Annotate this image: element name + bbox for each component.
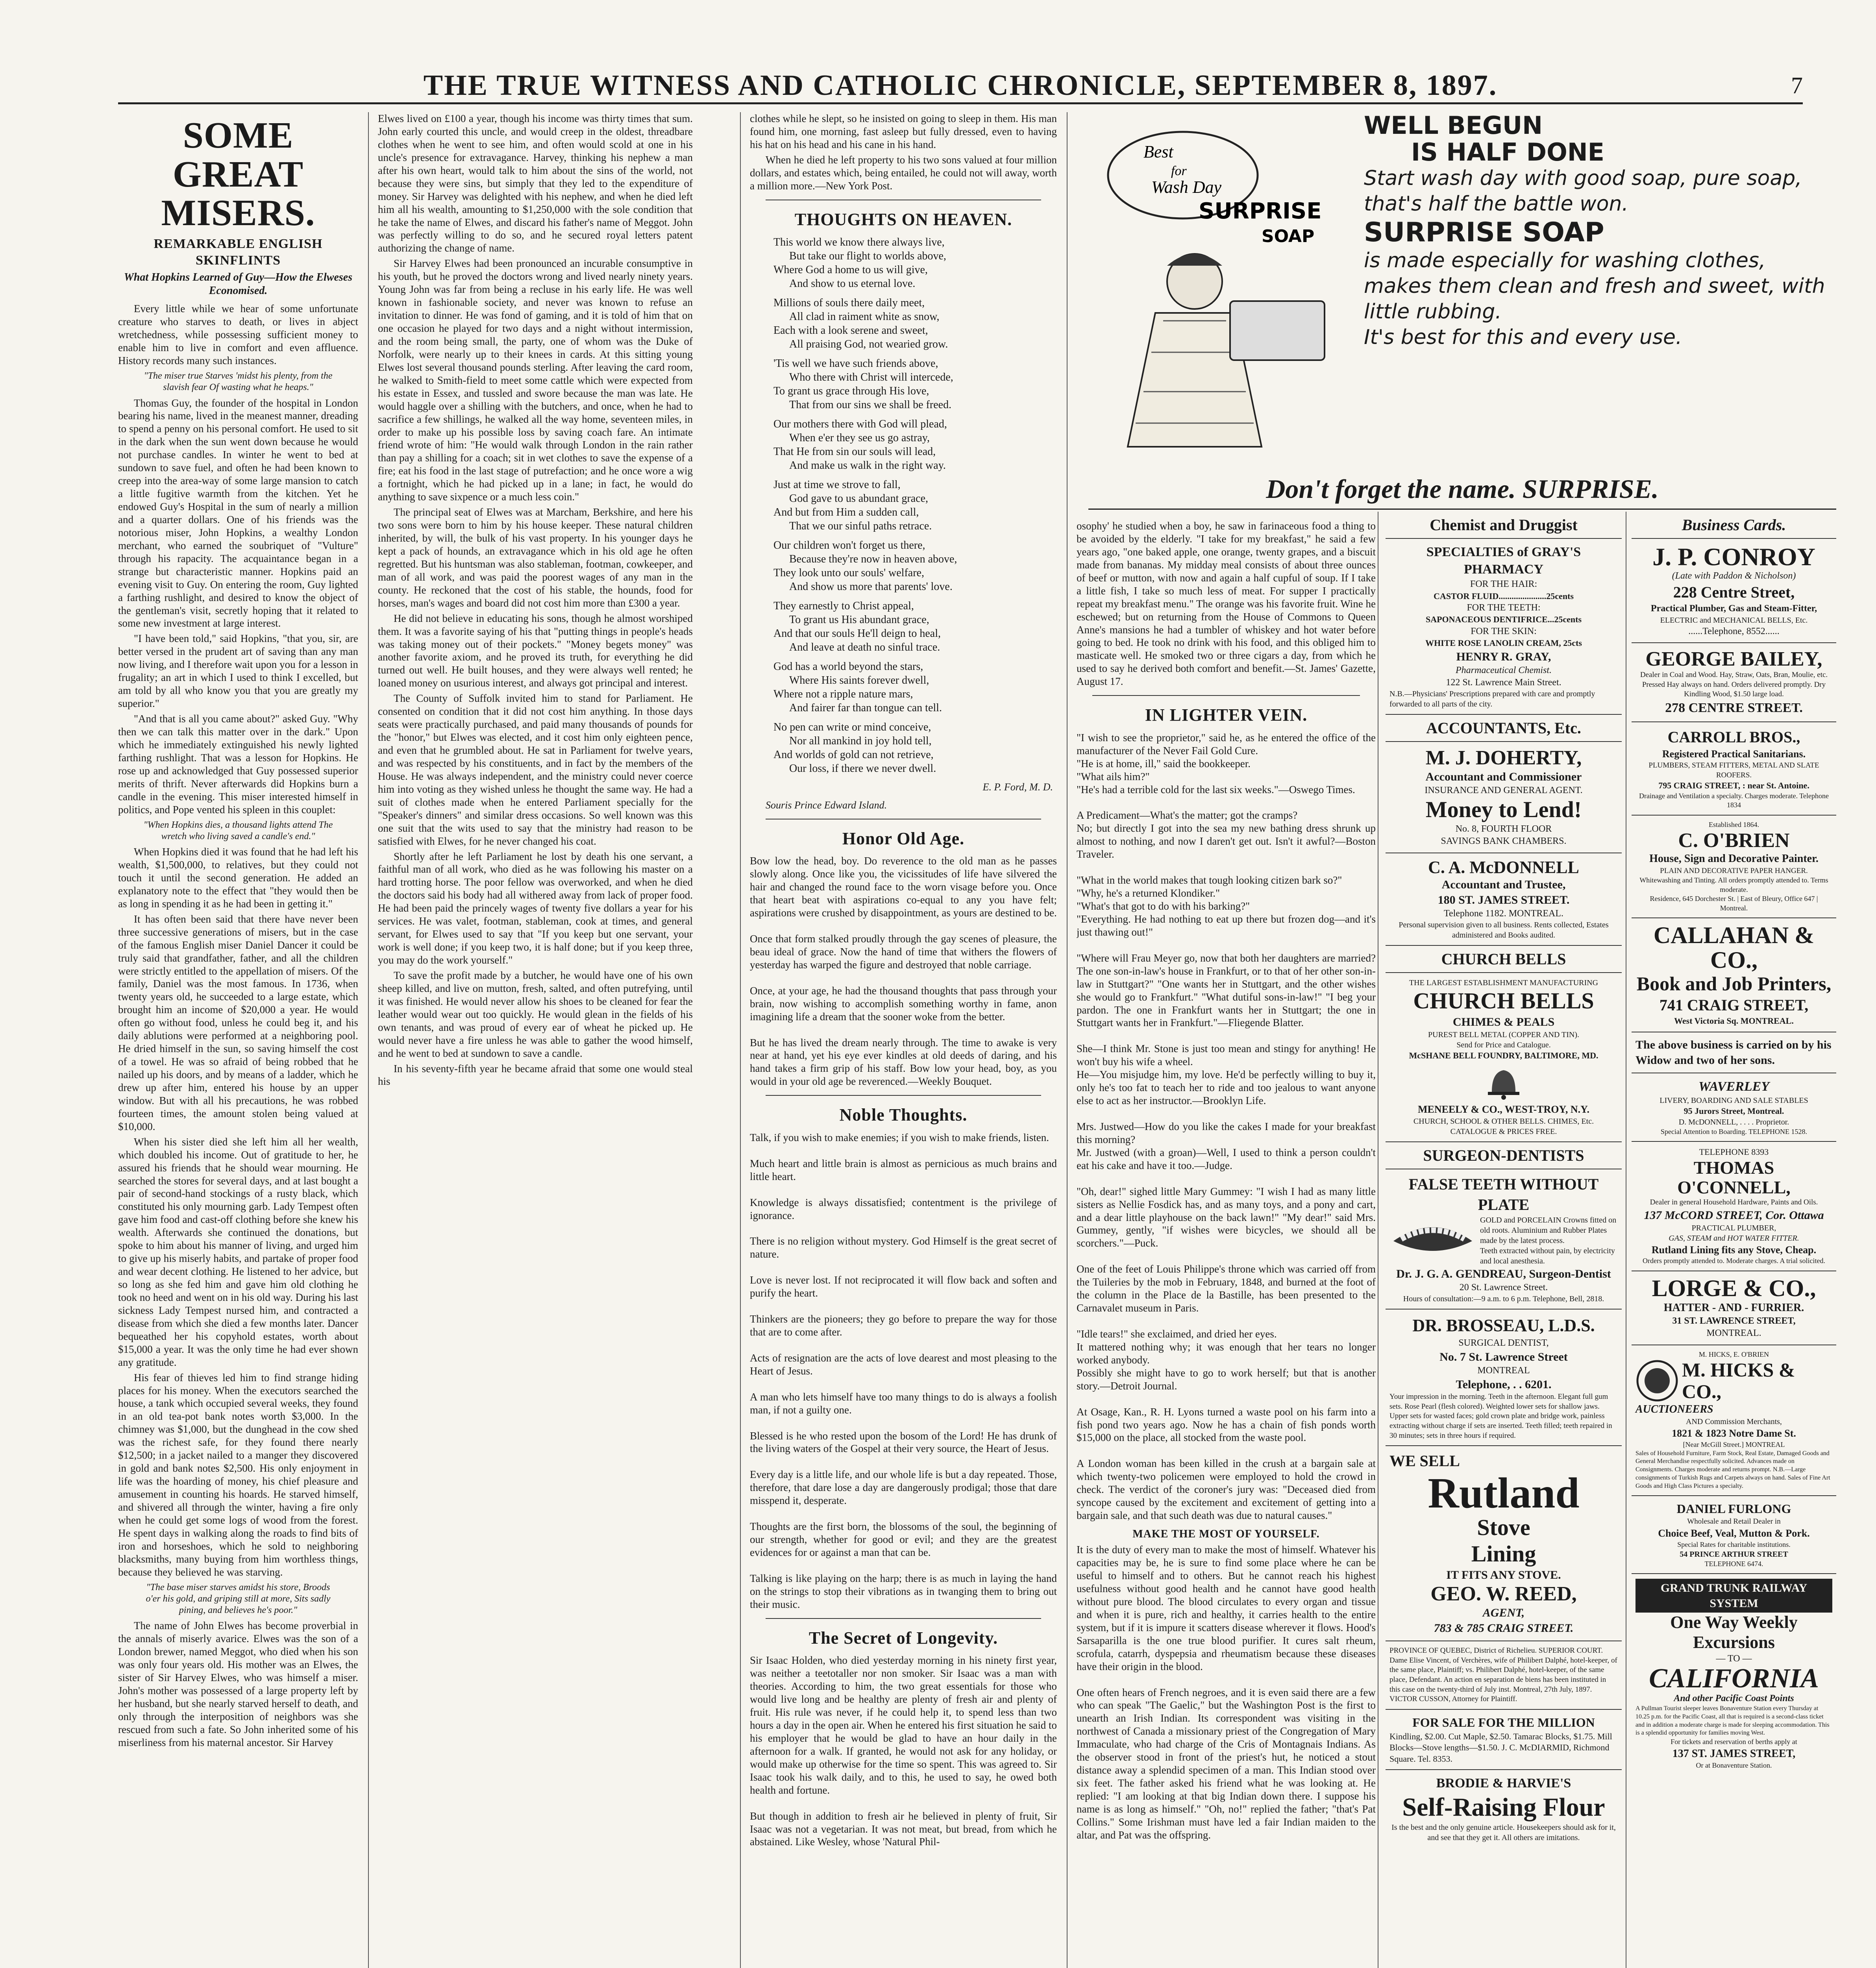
article-subhead: REMARKABLE ENGLISH SKINFLINTS bbox=[154, 237, 323, 268]
poem-body bbox=[773, 235, 1049, 775]
column-4 bbox=[1077, 520, 1376, 1968]
poem-line: Just at time we strove to fall, bbox=[773, 479, 901, 491]
ad-line: SAPONACEOUS DENTIFRICE...25cents bbox=[1425, 614, 1582, 625]
ad-name: CARROLL BROS., bbox=[1667, 728, 1800, 746]
ad-line: PROVINCE OF QUEBEC, District of Richelieu. SUPERIOR COURT. Dame Elise Vincent, of Verchères, wife of Philibert Dalphé, hotel-keeper, of the same place, Plaintiff; vs. Philibert Dalphé, hotel-keeper, of the same place, Defendant. An action en separation de biens has been instituted in this case on the twenty-third of July inst. Montreal, 27th July, 1897. VICTOR CUSSON, Attorney for Plaintiff. bbox=[1389, 1646, 1617, 1704]
section-title: MAKE THE MOST OF YOURSELF. bbox=[1132, 1528, 1320, 1541]
svg-text:SURPRISE: SURPRISE bbox=[1199, 198, 1322, 224]
poem-line: Millions of souls there daily meet, bbox=[773, 297, 925, 309]
column-rule bbox=[368, 112, 369, 1968]
poem-line: Who there with Christ will intercede, bbox=[789, 371, 953, 384]
badge-best: Best bbox=[1143, 142, 1173, 161]
ad-line: D. McDONNELL, . . . . Proprietor. bbox=[1678, 1117, 1789, 1126]
ad-title: FOR SALE FOR THE MILLION bbox=[1412, 1715, 1595, 1730]
ad-line: CHURCH, SCHOOL & OTHER BELLS. CHIMES, Etc. CATALOGUE & PRICES FREE. bbox=[1413, 1117, 1594, 1136]
article-paragraph: His fear of thieves led him to find strange hiding places for his money. When the executors searched the house, a tank which occupied several weeks, they found in an old tea-pot bank notes worth $3,000. In the chimney was $1,000, but the dunghead in the cow shed was the richest safe, for they found there nearly $12,500; in a jacket nailed to a manger they discovered in gold and bank notes $2,500. His only enjoyment in life was the hoarding of money, his chief pleasure and amusement in counting his hoards. He starved himself, and shivered all through the winter, having a fire only when he could get some logs of wood from the forest. He spent days in walking along the roads to find bits of iron and horseshoes, which he sold to neighboring blacksmiths, many buying from him worthless things, because they believed he was starving. bbox=[118, 1371, 358, 1578]
poem-place: Souris Prince Edward Island. bbox=[766, 799, 887, 811]
ad-line: Start wash day with good soap, pure soap, that's half the battle won. bbox=[1364, 166, 1802, 216]
article-subhead-2: What Hopkins Learned of Guy—How the Elweses Economised. bbox=[124, 271, 353, 297]
poem-stanza bbox=[773, 660, 1049, 715]
rutland-stove-lining-ad bbox=[1386, 1446, 1622, 1641]
ad-headline: WELL BEGUN bbox=[1364, 111, 1543, 140]
ad-name: M. J. DOHERTY, bbox=[1425, 747, 1582, 769]
ad-column-a bbox=[1386, 512, 1622, 1848]
ad-title: SPECIALTIES of GRAY'S PHARMACY bbox=[1426, 545, 1581, 577]
ad-name: GEORGE BAILEY, bbox=[1645, 647, 1822, 670]
brosseau-ad bbox=[1386, 1310, 1622, 1446]
ad-line: 1821 & 1823 Notre Dame St. bbox=[1672, 1428, 1796, 1439]
poem-line: All clad in raiment white as snow, bbox=[789, 311, 940, 323]
ad-line: For tickets and reservation of berths apply at bbox=[1671, 1738, 1797, 1746]
ad-section-head: Chemist and Druggist bbox=[1386, 512, 1622, 539]
poem-line: Our mothers there with God will plead, bbox=[773, 418, 947, 431]
divider bbox=[766, 1095, 1041, 1096]
ad-name: LORGE & CO., bbox=[1652, 1275, 1816, 1301]
ad-line: West Victoria Sq. MONTREAL. bbox=[1674, 1016, 1794, 1026]
ad-line: Dealer in general Household Hardware, Paints and Oils. bbox=[1650, 1198, 1818, 1206]
section-body: Sir Isaac Holden, who died yesterday morning in his ninety first year, was neither a teetotaller nor non smoker. Sir Isaac was a man with theories. According to him, the two great essentials for those who would live long and be healthy are plenty of fresh air and plenty of fruit. His rule was never, if he could help it, to spend less than two hours a day in the open air. When he entered his first situation he said to his employer that he would be glad to have an hour daily in the afternoon for a walk. If granted, he would not ask for any holiday, or would make up otherwise for the time so spent. This was agreed to. Sir Isaac took his walk daily, and to this, he used to say, he owed both health and fortune. But though in addition to fresh air he believed in plenty of fruit, Sir Isaac was not a vegetarian. It was not meat, but bread, from which he abstained. Like Wesley, whose 'Natural Phil- bbox=[750, 1654, 1057, 1848]
ad-line: 741 CRAIG STREET, bbox=[1659, 996, 1809, 1014]
ad-section-head: CHURCH BELLS bbox=[1386, 946, 1622, 973]
article-paragraph: The name of John Elwes has become proverbial in the annals of miserly avarice. Elwes was the son of a London brewer, named Meggot, who died when his son was only four years old. His mother was an Elwes, the sister of Sir Harvey Elwes, who was himself a miser. John's mother was possessed of a large property left by her husband, but she nearly starved herself to death, and only through the interposition of neighbors was she rescued from such a fate. So John inherited some of his miserliness from his maternal ancestor. Sir Harvey bbox=[118, 1620, 358, 1748]
article-paragraph: Elwes lived on £100 a year, though his income was thirty times that sum. John early courted this uncle, and would creep in the oldest, threadbare clothes when he went to see him, and often would scold at one in his uncle's presence for extravagance. Harvey, thinking his nephew a man after his own heart, would talk to him about the sins of the world, not because they were sins, but simply that they led to the expenditure of money. Sir Harvey was delighted with his nephew, and when he died left him all his wealth, amounting to $1,250,000 with the sole condition that he take the name of Elwes, and discard his father's name of Meggot. John was perfectly willing to do so, and he secured royal letters patent authorizing the change of name. bbox=[378, 113, 693, 254]
ad-line: Telephone, . . 6201. bbox=[1456, 1378, 1552, 1391]
ad-line: CASTOR FLUID......................25cents bbox=[1434, 591, 1574, 601]
ad-line: M. HICKS, E. O'BRIEN bbox=[1698, 1350, 1769, 1358]
ad-line: CHURCH BELLS bbox=[1413, 988, 1594, 1014]
page-number: 7 bbox=[1791, 72, 1803, 98]
ad-line: 783 & 785 CRAIG STREET. bbox=[1434, 1621, 1574, 1635]
poem-line: Each with a look serene and sweet, bbox=[773, 324, 928, 337]
ad-line: CHIMES & PEALS bbox=[1452, 1015, 1555, 1028]
poem-stanza bbox=[773, 720, 1049, 775]
ad-line: The above business is carried on by his Widow and two of her sons. bbox=[1635, 1038, 1832, 1067]
article-quote: "The miser true Starves 'midst his plenty, from the slavish fear Of wasting what he heaps." bbox=[144, 371, 333, 393]
ad-line: PRACTICAL PLUMBER, bbox=[1691, 1223, 1776, 1232]
ad-line: Teeth extracted without pain, by electricity and local anesthesia. bbox=[1480, 1247, 1615, 1266]
ad-line: CALIFORNIA bbox=[1649, 1663, 1819, 1694]
ad-line: Stove bbox=[1477, 1515, 1530, 1541]
callahan-note bbox=[1632, 1032, 1836, 1073]
poem-line: All praising God, not wearied grow. bbox=[789, 338, 948, 351]
section-title: IN LIGHTER VEIN. bbox=[1145, 705, 1308, 725]
section-body: It is the duty of every man to make the most of himself. Whatever his capacities may be, he is sure to find some place where he can be useful to himself and to others. But he cannot reach his highest usefulness without good health and he cannot have good health without pure blood. The blood circulates to every organ and tissue and when it is pure, rich and healthy, it carries health to the entire system, but if it is impure it scatters disease wherever it flows. Hood's Sarsaparilla is the one true blood purifier. It cures salt rheum, scrofula, catarrh, dyspepsia and rheumatism because these diseases have their origin in the blood. One often hears of French negroes, and it is even said there are a few who can speak "The Gaelic," but the Washington Post is the first to unearth an Irish Indian. Its correspondent was visiting in the northwest of Canada a missionary priest of the Congregation of Mary Immaculate, who had charge of the Cris of Montagnais Indians. As the observer stood in front of the priest's hut, he noticed a stout distance away a splendid specimen of a man. This Indian stood over six feet. The father asked his friend what he was looking at. He replied: "I am looking at that big Indian down there. I suppose his name is as long as himself." "Oh, no!" replied the father; "that's Pat Collins." Some Irishman must have led a fair Indian maiden to the altar, and Pat was the offspring. bbox=[1077, 1544, 1376, 1841]
ad-line: House, Sign and Decorative Painter. bbox=[1649, 853, 1819, 865]
ad-line: is made especially for washing clothes, makes them clean and fresh and sweet, with little rubbing. bbox=[1364, 249, 1825, 324]
poem-stanza bbox=[773, 538, 1049, 594]
poem-line: To grant us grace through His love, bbox=[773, 385, 929, 398]
ad-line: PUREST BELL METAL (COPPER AND TIN). bbox=[1428, 1030, 1579, 1039]
ad-name: C. A. McDONNELL bbox=[1428, 857, 1579, 877]
washerwoman-illustration bbox=[1096, 116, 1340, 455]
ad-banner: GRAND TRUNK RAILWAY SYSTEM bbox=[1635, 1579, 1832, 1613]
ad-line: FOR THE HAIR: bbox=[1470, 579, 1537, 590]
section-body: Bow low the head, boy. Do reverence to the old man as he passes slowly along. Once like you, the vicissitudes of life have silvered the hair and changed the round face to the worn visage before you. Once that heart beat with aspirations co-equal to any you have felt; aspirations were crushed by disappointment, as yours are destined to be. Once that form stalked proudly through the gay scenes of pleasure, the beau ideal of grace. Now the hand of time that withers the flowers of yesterday has warped the figure and destroyed that noble carriage. Once, at your age, he had the thousand thoughts that pass through your brain, now wishing to accomplish something worthy in fame, anon imagining life a dream that the sooner woke from the better. But he has lived the dream nearly through. The time to awake is very near at hand, yet his eye ever kindles at old deeds of daring, and his hand takes a firm grip of his staff. Bow low your head, boy, as you would in your old age be reverenced.—Weekly Bouquet. bbox=[750, 855, 1057, 1088]
ad-line: HATTER - AND - FURRIER. bbox=[1663, 1301, 1804, 1314]
ad-line: FOR THE TEETH: bbox=[1467, 603, 1541, 613]
ad-line: 137 ST. JAMES STREET, bbox=[1672, 1747, 1796, 1760]
ad-line: 31 ST. LAWRENCE STREET, bbox=[1672, 1316, 1796, 1326]
svg-text:SOAP: SOAP bbox=[1262, 226, 1315, 246]
surprise-copy bbox=[1364, 112, 1828, 350]
ad-line: Residence, 645 Dorchester St. | East of Bleury, Office 647 | Montreal. bbox=[1650, 895, 1818, 912]
callahan-card bbox=[1632, 918, 1836, 1032]
ad-line: 278 CENTRE STREET. bbox=[1665, 701, 1803, 715]
ad-line: Registered Practical Sanitarians. bbox=[1662, 748, 1806, 760]
ad-line: Established 1864. bbox=[1709, 820, 1759, 829]
section-title: The Secret of Longevity. bbox=[808, 1628, 998, 1648]
poem-line: And show to us eternal love. bbox=[789, 277, 916, 290]
ad-line: Whitewashing and Tinting. All orders promptly attended to. Terms moderate. bbox=[1639, 876, 1828, 893]
ad-line: WE SELL bbox=[1389, 1452, 1460, 1470]
poem-line: But take our flight to worlds above, bbox=[789, 250, 946, 263]
article-paragraph: He did not believe in educating his sons, though he almost worshiped them. It was a favorite saying of his that "putting things in people's heads was taking money out of their pockets." "Money begets money" was another favorite axiom, and he proved its truth, for everything he did turned out well. He built houses, and they were always well rented; he loaned money on usurious interest, and always got principal and interest. bbox=[378, 612, 693, 689]
column-rule bbox=[740, 112, 741, 1968]
ad-column-b bbox=[1632, 512, 1836, 1775]
furlong-card bbox=[1632, 1496, 1836, 1574]
ad-line: 795 CRAIG STREET, : near St. Antoine. bbox=[1658, 781, 1809, 791]
bell-icon bbox=[1480, 1064, 1527, 1100]
ad-line: ......Telephone, 8552...... bbox=[1688, 626, 1780, 636]
ad-line: Dealer in Coal and Wood. Hay, Straw, Oats, Bran, Moulie, etc. Pressed Hay always on hand. Orders delivered promptly. Dry Kindling Wood, $1.50 large load. bbox=[1640, 670, 1828, 699]
ad-line: AGENT, bbox=[1482, 1606, 1525, 1619]
section-title: Noble Thoughts. bbox=[839, 1105, 968, 1125]
poem-line: That He from sin our souls will lead, bbox=[773, 446, 936, 458]
ad-line: AUCTIONEERS bbox=[1635, 1403, 1713, 1416]
ad-line: WHITE ROSE LANOLIN CREAM, 25cts bbox=[1425, 638, 1582, 648]
ad-line: GAS, STEAM and HOT WATER FITTER. bbox=[1669, 1234, 1799, 1243]
ad-line: Special Rates for charitable institutions. bbox=[1677, 1540, 1791, 1548]
article-paragraph: Thomas Guy, the founder of the hospital in London bearing his name, lived in the meanest manner, dreading to spend a penny on his personal comfort. He used to sit in the dark when the sun went down because he would not purchase candles. In winter he went to bed at sundown to save fuel, and often he had been known to creep into the area-way of some large mansion to catch a little fugitive warmth from the kitchen. Yet he endowed Guy's Hospital in the sum of nearly a million and a quarter dollars. One of his friends was the notorious miser, John Hopkins, a wealthy London merchant, who earned the soubriquet of "Vulture" through his rapacity. The acquaintance began in a strange but characteristic manner. Hopkins paid an evening visit to Guy. On entering the room, Guy lighted a farthing rushlight, and desired to know the object of the gentleman's visit, secretly hoping that it related to some new investment at large interest. bbox=[118, 397, 358, 629]
ad-line: Dr. J. G. A. GENDREAU, Surgeon-Dentist bbox=[1396, 1267, 1611, 1281]
poem-signature: E. P. Ford, M. D. bbox=[982, 781, 1053, 793]
ad-line: AND Commission Merchants, bbox=[1686, 1417, 1782, 1426]
ad-line: Kindling, $2.00. Cut Maple, $2.50. Tamarac Blocks, $1.75. Mill Blocks—Stove lengths—$1.50. J. C. McDIARMID, Richmond Square. Tel. 8353. bbox=[1389, 1731, 1612, 1764]
false-teeth-ad bbox=[1386, 1169, 1622, 1310]
ad-line: PLUMBERS, STEAM FITTERS, METAL AND SLATE ROOFERS. bbox=[1648, 761, 1819, 779]
ad-name: CALLAHAN & CO., bbox=[1653, 922, 1815, 973]
obrien-card bbox=[1632, 816, 1836, 918]
ad-line: HENRY R. GRAY, bbox=[1456, 650, 1551, 663]
divider bbox=[766, 1618, 1041, 1619]
poem-line: 'Tis well we have such friends above, bbox=[773, 357, 938, 370]
poem-stanza bbox=[773, 357, 1049, 412]
poem-line: Nor all mankind in joy hold tell, bbox=[789, 735, 932, 747]
section-body: Talk, if you wish to make enemies; if you wish to make friends, listen. Much heart and little brain is almost as pernicious as much brains and little heart. Knowledge is always dissatisfied; contentment is the privilege of ignorance. There is no religion without mystery. God Himself is the great secret of nature. Love is never lost. If not reciprocated it will flow back and soften and purify the heart. Thinkers are the pioneers; they go before to prepare the way for those that are to come after. Acts of resignation are the acts of love dearest and most pleasing to the Heart of Jesus. A man who lets himself have too many things to do is always a foolish man, if not a guilty one. Blessed is he who rested upon the bosom of the Lord! He has drunk of the living waters of the Gospel at their very source, the Heart of Jesus. Every day is a little life, and our whole life is but a day repeated. Those, therefore, that dare lose a day are dangerously prodigal; those that dare misspend it, desperate. Thoughts are the first born, the blossoms of the soul, the beginning of our strength, whether for good or evil; and they are the greatest evidences for or against a man that can be. Talking is like playing on the harp; there is as much in laying the hand on the strings to stop their vibrations as in twanging them to bring out their music. bbox=[750, 1131, 1057, 1610]
poem-stanza bbox=[773, 478, 1049, 533]
ad-name: J. P. CONROY bbox=[1652, 543, 1815, 571]
ad-line: GEO. W. REED, bbox=[1430, 1582, 1577, 1605]
section-title: Honor Old Age. bbox=[842, 829, 965, 848]
ad-section-head: Business Cards. bbox=[1632, 512, 1836, 539]
dentures-icon bbox=[1389, 1217, 1476, 1261]
surprise-soap-ad bbox=[1088, 108, 1836, 510]
svg-text:Wash Day: Wash Day bbox=[1151, 178, 1222, 197]
lorge-card bbox=[1632, 1271, 1836, 1345]
article-paragraph: osophy' he studied when a boy, he saw in farinaceous food a thing to be avoided by the elderly. "I take for my breakfast," he said a few years ago, "one baked apple, one orange, twenty grapes, and a biscuit made from bananas. My midday meal consists of about three ounces of beef or mutton, with now and again a half cupful of soup. If I take a little fish, I take so much less of meat. For supper I practically repeat my breakfast menu." The orange was his favorite fruit. Wine he eschewed; but on returning from the House of Commons to Queen Anne's mansions he had a tumbler of whiskey and hot water before going to bed. He took no drink with his food, and this obliged him to masticate well. He smoked two or three cigars a day, from which he used to say he derived both comfort and benefit.—St. James' Gazette, August 17. bbox=[1077, 520, 1376, 688]
ad-line: Book and Job Printers, bbox=[1636, 972, 1832, 995]
ad-line: Self-Raising Flour bbox=[1402, 1792, 1605, 1822]
ad-line: PLAIN AND DECORATIVE PAPER HANGER. bbox=[1660, 866, 1808, 875]
article-paragraph: To save the profit made by a butcher, he would have one of his own sheep killed, and live on mutton, fresh, salted, and often putrefying, until it was finished. He would never allow his shoes to be cleaned for fear the leather would wear out too quickly. He would glean in the fields of his own tenants, and was proud of every ear of wheat he picked up. He would never have a fire unless he was able to gather the wood himself, and he went to bed at sundown to save a candle. bbox=[378, 969, 693, 1059]
poem-line: Because they're now in heaven above, bbox=[789, 553, 957, 566]
carroll-card bbox=[1632, 722, 1836, 816]
ad-line: Drainage and Ventilation a specialty. Charges moderate. Telephone 1834 bbox=[1639, 792, 1829, 809]
ad-name: THOMAS O'CONNELL, bbox=[1677, 1157, 1791, 1198]
article-paragraph: It has often been said that there have never been three successive generations of misers, but in the case of the famous English miser Daniel Dancer it could be truly said that grandfather, father, and all the children were strictly entitled to the appellation of misers. Of the family, Daniel was the most famous. In 1736, when twenty years old, he succeeded to a large estate, which brought him an income of $20,000 a year. He would often go without food, unless he could beg it, and his daily ablutions were performed at a neighboring pool. He dried himself in the sun, so saving himself the cost of a towel. He was so afraid of being robbed that he nailed up his doors, and by means of a ladder, which he drew up after him, entered his house by an upper window. But with all his precautions, he was robbed fourteen times, the amount stolen being valued at $10,000. bbox=[118, 913, 358, 1132]
ad-line: Telephone 1182. MONTREAL. bbox=[1443, 908, 1564, 919]
poem-line: And but from Him a sudden call, bbox=[773, 506, 919, 519]
ad-line: 95 Jurors Street, Montreal. bbox=[1684, 1106, 1784, 1116]
ad-line: And other Pacific Coast Points bbox=[1674, 1693, 1794, 1704]
ad-line: SAVINGS BANK CHAMBERS. bbox=[1441, 836, 1567, 847]
poem-line: God gave to us abundant grace, bbox=[789, 492, 928, 505]
article-paragraph: The County of Suffolk invited him to stand for Parliament. He consented on condition that it did not cost him anything. In those days seats were practically purchased, and paid many thousands of pounds for the "honor," but Elwes was elected, and it cost him only eighteen pence, and even that he grumbled about. He sat in Parliament for twelve years, and was respected by his constituents, and in fact by the members of the House. He was always independent, and the ministry could never coerce him into voting as they wished unless he thought the same way. He had a suit of clothes made when he entered Parliament specially for the "Speaker's dinners" and similar dress occasions. So well known was this one suit that the wits used to say that the ministry had reason to be satisfied with Elwes, for he never changed his coat. bbox=[378, 692, 693, 847]
ad-title: FALSE TEETH WITHOUT PLATE bbox=[1408, 1175, 1599, 1214]
ad-line: Lining bbox=[1471, 1541, 1536, 1567]
poem-line: And leave at death no sinful trace. bbox=[789, 641, 940, 654]
poem-stanza bbox=[773, 296, 1049, 351]
ad-headline-2: IS HALF DONE bbox=[1411, 138, 1605, 167]
ad-line: No. 8, FOURTH FLOOR bbox=[1455, 824, 1552, 834]
ad-line: It's best for this and every use. bbox=[1364, 326, 1682, 350]
ad-line: Sales of Household Furniture, Farm Stock, Real Estate, Damaged Goods and General Merchandise respectfully solicited. Advances made on Consignments. Charges moderate and returns prompt. N.B.—Large consignments of Turkish Rugs and Carpets always on hand. Sales of Fine Art Goods and High Class Pictures a specialty. bbox=[1635, 1450, 1830, 1489]
poem-line: And worlds of gold can not retrieve, bbox=[773, 749, 934, 761]
ad-name: C. O'BRIEN bbox=[1678, 829, 1790, 852]
poem-line: That from our sins we shall be freed. bbox=[789, 399, 952, 411]
ad-line: INSURANCE AND GENERAL AGENT. bbox=[1425, 785, 1583, 796]
legal-notice bbox=[1386, 1641, 1622, 1710]
ad-line: 228 Centre Street, bbox=[1673, 583, 1795, 601]
ad-section-head: ACCOUNTANTS, Etc. bbox=[1386, 715, 1622, 742]
poem-stanza bbox=[773, 235, 1049, 290]
ad-line: One Way Weekly Excursions bbox=[1670, 1613, 1798, 1652]
ad-brand: SURPRISE SOAP bbox=[1364, 217, 1604, 248]
column-2 bbox=[378, 112, 693, 1968]
ad-line: [Near McGill Street.] MONTREAL bbox=[1683, 1441, 1785, 1449]
ad-line: Or at Bonaventure Station. bbox=[1696, 1761, 1772, 1769]
ad-line: Your impression in the morning. Teeth in the afternoon. Elegant full gum sets. Rose Pearl (flesh colored). Weighted lower sets for shallow jaws. Upper sets for wasted faces; gold crown plate and bridge work, painless extracting without charge if sets are inserted. Teeth filled; teeth repaired in 30 minutes; sets in three hours if required. bbox=[1389, 1392, 1612, 1440]
poem-line: And show us more that parents' love. bbox=[789, 581, 953, 593]
ad-line: A Pullman Tourist sleeper leaves Bonaventure Station every Thursday at 10.25 p.m. for the Pacific Coast, all that is required is a second-class ticket and in addition a moderate charge is made for sleeping accommodation. This is a splendid opportunity for families moving West. bbox=[1635, 1705, 1830, 1737]
article-paragraph: Every little while we hear of some unfortunate creature who starves to death, or lives in abject wretchedness, while possessing sufficient money to enable him to live in comfort and even affluence. History records many such instances. bbox=[118, 303, 358, 367]
ad-line: Special Attention to Boarding. TELEPHONE 1528. bbox=[1660, 1127, 1808, 1136]
brodie-flour-ad bbox=[1386, 1770, 1622, 1847]
ad-line: SURGICAL DENTIST, bbox=[1458, 1337, 1549, 1348]
poem-line: That we our sinful paths retrace. bbox=[789, 520, 932, 533]
grand-trunk-ad bbox=[1632, 1574, 1836, 1775]
ad-line: 180 ST. JAMES STREET. bbox=[1438, 893, 1570, 906]
poem-line: To grant us His abundant grace, bbox=[789, 614, 929, 626]
poem-line: And that our souls He'll deign to heal, bbox=[773, 627, 941, 640]
poem-line: And make us walk in the right way. bbox=[789, 459, 946, 472]
ad-line: Rutland Lining fits any Stove, Cheap. bbox=[1651, 1244, 1817, 1256]
ad-line: Is the best and the only genuine article. Housekeepers should ask for it, and see that they get it. All others are imitations. bbox=[1391, 1823, 1616, 1842]
grays-pharmacy-ad bbox=[1386, 539, 1622, 715]
ad-line: THE LARGEST ESTABLISHMENT MANUFACTURING bbox=[1409, 978, 1598, 988]
newspaper-title: THE TRUE WITNESS AND CATHOLIC CHRONICLE, SEPTEMBER 8, 1897. bbox=[423, 69, 1498, 102]
ad-line: MONTREAL. bbox=[1706, 1328, 1761, 1339]
ad-line: 122 St. Lawrence Main Street. bbox=[1446, 677, 1561, 688]
ad-line: (Late with Paddon & Nicholson) bbox=[1672, 571, 1796, 581]
article-paragraph: "I have been told," said Hopkins, "that you, sir, are better versed in the prudent art of saving than any man now living, and I therefore wait upon you for a lesson in frugality; an art in which I used to think I excelled, but am told by all who know you that you are greatly my superior." bbox=[118, 633, 358, 710]
ad-line: — TO — bbox=[1716, 1653, 1752, 1664]
ad-line: 20 St. Lawrence Street. bbox=[1459, 1282, 1548, 1293]
hicks-seal-icon bbox=[1635, 1359, 1679, 1402]
article-paragraph: "And that is all you came about?" asked Guy. "Why then we can talk this matter over in the dark." Upon which he immediately extinguished his newly lighted farthing rushlight. That was a lesson for Hopkins. He rose up and acknowledged that Guy possessed superior merits of thrift. Never afterwards did Hopkins burn a candle in the evening. This miser interested himself in politics, and Pope vented his spleen in this couplet: bbox=[118, 713, 358, 816]
ad-line: Pharmaceutical Chemist. bbox=[1456, 665, 1552, 675]
ad-line: FOR THE SKIN: bbox=[1471, 626, 1537, 636]
ad-line: MENEELY & CO., WEST-TROY, N.Y. bbox=[1417, 1104, 1590, 1115]
ad-name: Rutland bbox=[1428, 1469, 1580, 1517]
article-headline: SOME GREAT MISERS. bbox=[161, 115, 315, 234]
mcdonnell-ad bbox=[1386, 853, 1622, 946]
ad-line: Wholesale and Retail Dealer in bbox=[1687, 1517, 1781, 1526]
ad-line: ELECTRIC and MECHANICAL BELLS, Etc. bbox=[1660, 616, 1808, 625]
ad-line: McSHANE BELL FOUNDRY, BALTIMORE, MD. bbox=[1409, 1050, 1598, 1060]
poem-line: Where His saints forever dwell, bbox=[789, 674, 929, 687]
ad-line: IT FITS ANY STOVE. bbox=[1446, 1568, 1561, 1581]
column-3 bbox=[750, 112, 1057, 1968]
column-rule bbox=[1067, 112, 1068, 1968]
ad-footer: Don't forget the name. SURPRISE. bbox=[1266, 474, 1659, 504]
ad-line: Orders promptly attended to. Moderate charges. A trial solicited. bbox=[1642, 1257, 1826, 1265]
oconnell-card bbox=[1632, 1142, 1836, 1271]
ad-name: M. HICKS & CO., bbox=[1682, 1359, 1795, 1403]
ad-line: MONTREAL bbox=[1477, 1365, 1530, 1376]
hicks-card bbox=[1632, 1345, 1836, 1496]
poem-stanza bbox=[773, 599, 1049, 654]
article-paragraph: The principal seat of Elwes was at Marcham, Berkshire, and here his two sons were born to him by his house keeper. These natural children inherited, by will, the bulk of his vast property. In his younger days he kept a pack of hounds, an extravagance which in his old age he often regretted. But his huntsman was also stableman, footman, cowkeeper, and man of all work, and was paid the poorest wages of any man in the county. He reckoned that the cost of his stable, the hounds, food for horses, man's wages and board did not cost him more than £300 a year. bbox=[378, 506, 693, 609]
article-paragraph: When Hopkins died it was found that he had left his wealth, $1,500,000, to relatives, but they could not touch it until the second generation. He added an explanatory note to the effect that "they would then be as long in spending it as he had been in getting it." bbox=[118, 846, 358, 910]
ad-line: No. 7 St. Lawrence Street bbox=[1439, 1350, 1568, 1363]
ad-line: GOLD and PORCELAIN Crowns fitted on old roots. Aluminium and Rubber Plates made by the latest process. bbox=[1480, 1216, 1617, 1245]
ad-line: 137 McCORD STREET, Cor. Ottawa bbox=[1644, 1208, 1824, 1222]
bailey-card bbox=[1632, 643, 1836, 722]
article-quote: "When Hopkins dies, a thousand lights attend The wretch who living saved a candle's end." bbox=[143, 819, 333, 842]
article-paragraph: clothes while he slept, so he insisted on going to sleep in them. His man found him, one morning, fast asleep but fully dressed, even to having his hat on his head and his cane in his hand. bbox=[750, 113, 1057, 150]
ad-line: Money to Lend! bbox=[1425, 797, 1582, 823]
poem-line: Our children won't forget us there, bbox=[773, 539, 925, 552]
ad-line: N.B.—Physicians' Prescriptions prepared with care and promptly forwarded to all parts of the city. bbox=[1389, 690, 1595, 709]
poem-title: THOUGHTS ON HEAVEN. bbox=[794, 209, 1012, 229]
poem-line: God has a world beyond the stars, bbox=[773, 660, 923, 673]
svg-text:for: for bbox=[1171, 164, 1187, 178]
ad-section-head: SURGEON-DENTISTS bbox=[1386, 1142, 1622, 1169]
poem-line: This world we know there always live, bbox=[773, 236, 945, 249]
ad-line: Personal supervision given to all business. Rents collected, Estates administered and Books audited. bbox=[1399, 921, 1609, 940]
divider bbox=[1092, 695, 1360, 696]
ad-line: TELEPHONE 6474. bbox=[1704, 1560, 1763, 1568]
ad-line: Choice Beef, Veal, Mutton & Pork. bbox=[1658, 1527, 1810, 1539]
ad-line: LIVERY, BOARDING AND SALE STABLES bbox=[1660, 1096, 1808, 1105]
ad-line: Accountant and Commissioner bbox=[1425, 770, 1582, 784]
ad-name: DANIEL FURLONG bbox=[1676, 1501, 1791, 1516]
ad-name: BRODIE & HARVIE'S bbox=[1436, 1776, 1571, 1791]
poem-line: They look unto our souls' welfare, bbox=[773, 567, 924, 579]
poem-line: And fairer far than tongue can tell. bbox=[789, 702, 942, 714]
ad-line: TELEPHONE 8393 bbox=[1699, 1147, 1769, 1157]
poem-line: Where not a ripple nature mars, bbox=[773, 688, 913, 701]
column-1 bbox=[118, 112, 358, 1968]
church-bells-ad bbox=[1386, 973, 1622, 1142]
article-paragraph: Shortly after he left Parliament he lost by death his one servant, a faithful man of all work, who died as he was following his master on a hard trotting horse. The poor fellow was overworked, and when he died the doctors said his body had all withered away from lack of proper food. He had been paid the princely wages of twenty five dollars a year for his services. He was valet, footman, stableman, cook at times, and general servant, for Elwes used to say that "If you keep but one servant, your work is well done; if you keep two, it is half done; but if you keep three, you may do the work yourself." bbox=[378, 850, 693, 966]
waverley-card bbox=[1632, 1073, 1836, 1142]
poem-stanza bbox=[773, 417, 1049, 472]
article-paragraph: When he died he left property to his two sons valued at four million dollars, and estates which, being entailed, he could not will away, worth a million more.—New York Post. bbox=[750, 154, 1057, 192]
poem-line: Where God a home to us will give, bbox=[773, 264, 928, 276]
conroy-card bbox=[1632, 539, 1836, 643]
ad-line: Accountant and Trustee, bbox=[1441, 878, 1566, 891]
poem-line: No pen can write or mind conceive, bbox=[773, 721, 931, 734]
article-quote: "The base miser starves amidst his store, Broods o'er his gold, and griping still at more, Sits sadly pining, and believes he's poor." bbox=[146, 1582, 331, 1616]
ad-line: Hours of consultation:—9 a.m. to 6 p.m. Telephone, Bell, 2818. bbox=[1403, 1295, 1604, 1304]
doherty-ad bbox=[1386, 742, 1622, 853]
million-ad bbox=[1386, 1710, 1622, 1770]
ad-line: 54 PRINCE ARTHUR STREET bbox=[1680, 1550, 1788, 1559]
ad-name: DR. BROSSEAU, L.D.S. bbox=[1412, 1316, 1595, 1335]
ad-line: Practical Plumber, Gas and Steam-Fitter, bbox=[1650, 603, 1817, 614]
poem-line: They earnestly to Christ appeal, bbox=[773, 600, 914, 612]
section-body: "I wish to see the proprietor," said he, as he entered the office of the manufacturer of the Never Fail Gold Cure. "He is at home, ill," said the bookkeeper. "What ails him?" "He's had a terrible cold for the last six weeks."—Oswego Times. A Predicament—What's the matter; got the cramps? No; but directly I got into the sea my new bathing dress shrunk up almost to nothing, and now I daren't get out. Isn't it awful?—Boston Traveler. "What in the world makes that tough looking citizen bark so?" "Why, he's a returned Klondiker." "What's that got to do with his barking?" "Everything. He had nothing to eat up there but frozen dog—and it's just thawing out!" "Where will Frau Meyer go, now that both her daughters are married? The one son-in-law's house in Frankfurt, or to that of her other son-in-law in Stuttgart?" "One wants her in Stuttgart, and the other wishes she would go to Frankfurt." "What dutiful sons-in-law!" "I beg your pardon. The one in Frankfurt wants her in Stuttgart; the one in Stuttgart wants her in Frankfurt."—Fliegende Blatter. She—I think Mr. Stone is just too mean and stingy for anything! He won't buy his wife a wheel. He—You misjudge him, my love. He'd be perfectly willing to buy it, only he's too fat to teach her to ride and too jealous to want anyone else to act as her instructor.—Brooklyn Life. Mrs. Justwed—How do you like the cakes I made for your breakfast this morning? Mr. Justwed (with a groan)—Well, I used to think a person couldn't eat his cake and have it too.—Judge. "Oh, dear!" sighed little Mary Gummey: "I wish I had as many little sisters as Nellie Fosdick has, and as many toys, and a pony and cart, and a dear little playhouse on the back lawn!" "My dear!" said Mrs. Gummey, gently, "if wishes were bicycles, we should all be scorchers."—Puck. One of the feet of Louis Philippe's throne which was carried off from the Tuileries by the mob in February, 1848, and burned at the foot of the column in the Place de la Bastille, has been presented to the Carnavalet museum in Paris. "Idle tears!" she exclaimed, and dried her eyes. It mattered nothing why; it was enough that her tears no longer worked anybody. Possibly she might have to go to work herself; but that is another story.—Detroit Journal. At Osage, Kan., R. H. Lyons turned a waste pool on his farm into a fish pond two years ago. Now he has a chain of fish ponds worth $15,000 on the place, all stocked from the waste pool. A London woman has been killed in the crush at a bargain sale at which twenty-two policemen were employed to hold the crowd in check. The verdict of the coroner's jury was: "Deceased died from syncope caused by the excitement and excitement of getting into a bargain sale, and that such death was due to natural causes." bbox=[1077, 731, 1376, 1522]
poem-line: When e'er they see us go astray, bbox=[789, 432, 930, 444]
article-paragraph: Sir Harvey Elwes had been pronounced an incurable consumptive in his youth, but he proved the doctors wrong and lived nearly ninety years. Young John was far from being a recluse in his early life. He was well known in fashionable society, and never was known to refuse an invitation to dinner. He was fond of gaming, and it is told of him that on one occasion he played for two days and a night without intermission, and the room being small, the party, one of whom was the Duke of Norfolk, were nearly up to their knees in cards. At this sitting young Elwes lost several thousand pounds sterling. After leaving the card room, he walked to Smith-field to meet some cattle which were expected from his estate in Essex, and tussled and swore because the man was late. He would haggle over a shilling with the butchers, and once, when he had to sacrifice a few shillings, he walked all the way home, seventeen miles, in order to make up his possible loss by saving coach fare. An intimate friend wrote of him: "He would walk through London in the rain rather than pay a shilling for a coach; sit in wet clothes to save the expense of a fire; eat his food in the last stage of putrefaction; and he once wore a wig a fortnight, which he had picked up in a lane; in fact, he would do anything to save sixpence or a much less coin." bbox=[378, 257, 693, 503]
ad-name: WAVERLEY bbox=[1698, 1079, 1770, 1094]
masthead bbox=[118, 59, 1803, 104]
ad-line: Send for Price and Catalogue. bbox=[1456, 1040, 1551, 1049]
article-paragraph: In his seventy-fifth year he became afraid that some one would steal his bbox=[378, 1062, 693, 1088]
article-paragraph: When his sister died she left him all her wealth, which doubled his income. Out of gratitude to her, he assured his friends that he should wear mourning. He searched the stores for several days, and at last bought a pair of second-hand stockings of a rusty black, which constituted his only mourning garb. Lady Tempest often gave him food and cast-off clothing before she knew his wealth. Afterwards she continued the donations, but spoke to him about his manner of living, and urged him to give up his miserly habits, and partake of proper food and wear decent clothing. He listened to her advice, but so long as she fed him and gave him old clothing he took no heed and went on in his old way. During his last sickness Lady Tempest nursed him, and contracted a disease from which she died a few months later. Dancer bequeathed her his copyhold estates, worth about $15,000 a year. It was the only time he had ever shown any gratitude. bbox=[118, 1136, 358, 1368]
poem-line: Our loss, if there we never dwell. bbox=[789, 762, 936, 775]
